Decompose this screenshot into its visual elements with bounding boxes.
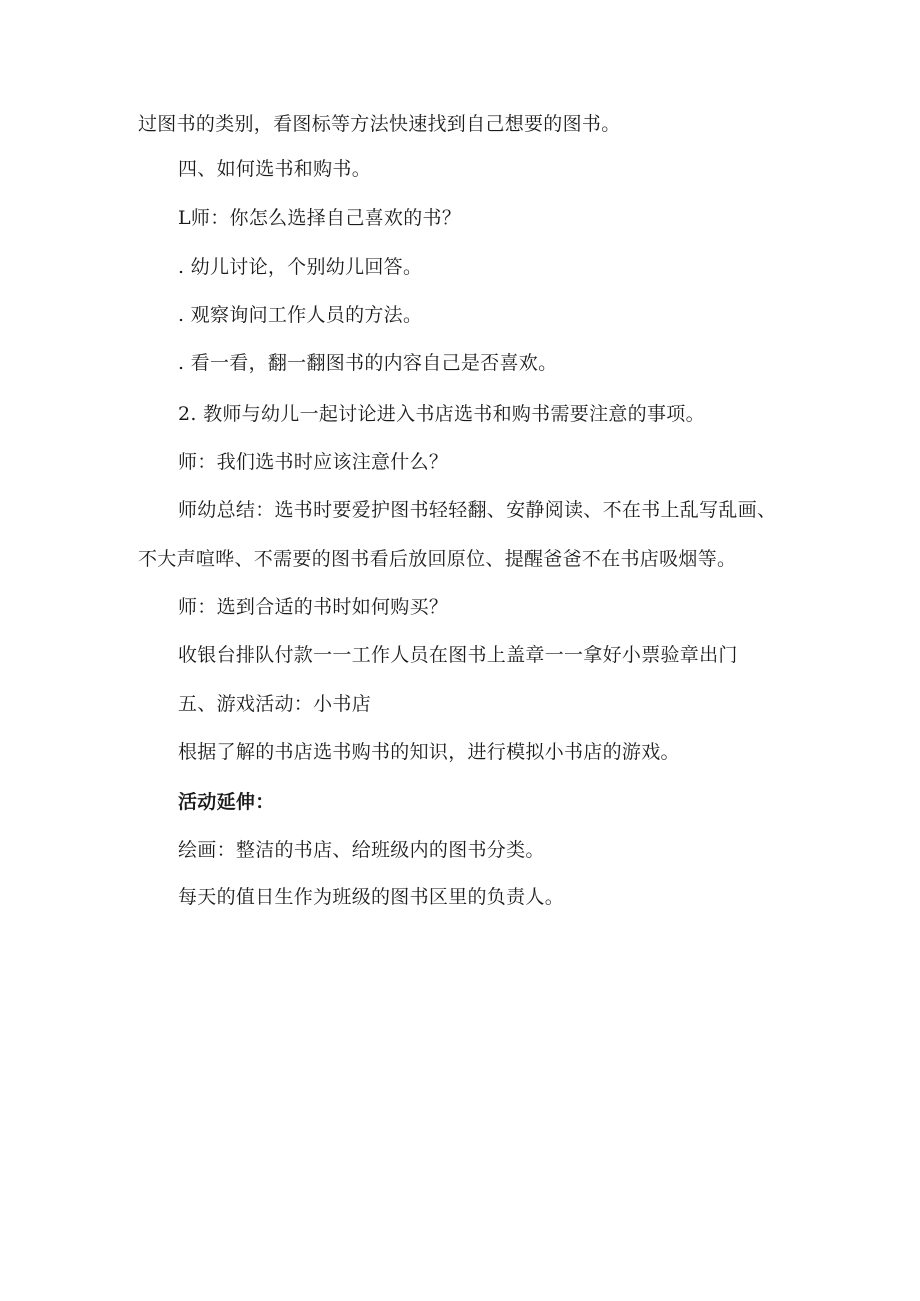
list-item: . 观察询问工作人员的方法。 <box>178 304 423 326</box>
paragraph-line: 师：选到合适的书时如何购买？ <box>178 596 449 618</box>
paragraph-line: 收银台排队付款一一工作人员在图书上盖章一一拿好小票验章出门 <box>178 644 738 666</box>
paragraph-line: 不大声喧哗、不需要的图书看后放回原位、提醒爸爸不在书店吸烟等。 <box>138 548 737 570</box>
paragraph-line: 根据了解的书店选书购书的知识，进行模拟小书店的游戏。 <box>178 741 680 763</box>
paragraph-line: 绘画：整洁的书店、给班级内的图书分类。 <box>178 839 545 861</box>
section-heading: 活动延伸： <box>178 791 275 813</box>
paragraph-line: 过图书的类别，看图标等方法快速找到自己想要的图书。 <box>138 113 621 135</box>
paragraph-line: 师幼总结：选书时要爱护图书轻轻翻、安静阅读、不在书上乱写乱画、 <box>178 499 777 521</box>
paragraph-line: L师：你怎么选择自己喜欢的书？ <box>178 207 462 229</box>
list-item: . 幼儿讨论，个别幼儿回答。 <box>178 256 423 278</box>
paragraph-line: 2. 教师与幼儿一起讨论进入书店选书和购书需要注意的事项。 <box>178 403 705 425</box>
list-item: . 看一看，翻一翻图书的内容自己是否喜欢。 <box>178 352 558 374</box>
section-heading: 五、游戏活动：小书店 <box>178 693 372 715</box>
paragraph-line: 师：我们选书时应该注意什么？ <box>178 451 449 473</box>
paragraph-line: 每天的值日生作为班级的图书区里的负责人。 <box>178 886 565 908</box>
section-heading: 四、如何选书和购书。 <box>178 158 372 180</box>
